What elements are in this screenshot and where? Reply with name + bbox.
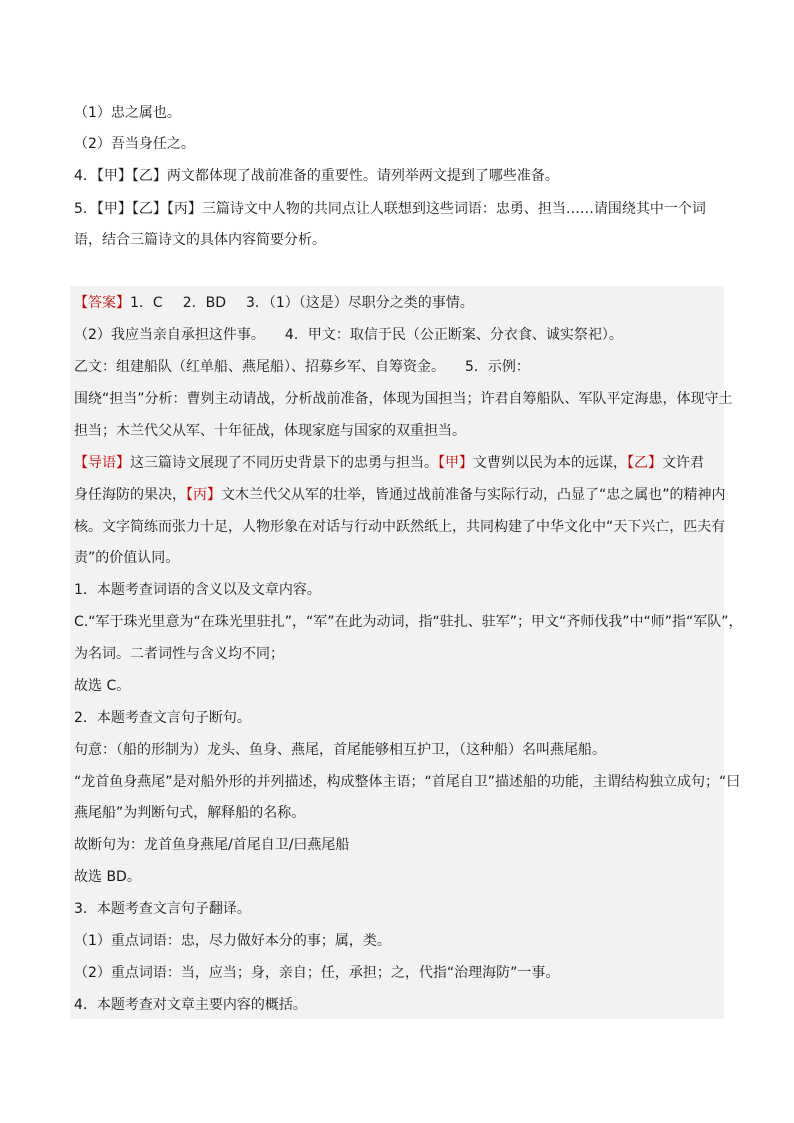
guide-text: 文木兰代父从军的壮举，皆通过战前准备与实际行动，凸显了“忠之属也”的精神内	[221, 487, 726, 503]
explanation-1-title: 1．本题考查词语的含义以及文章内容。	[74, 582, 321, 598]
explanation-1-line-1: C.“军于珠光里意为“在珠光里驻扎”，“军”在此为动词，指“驻扎、驻军”；甲文“齐师伐我”中“师”指“军队”，	[74, 614, 743, 630]
explanation-4-title: 4．本题考查对文章主要内容的概括。	[74, 997, 307, 1013]
question-3-sub2: （2）吾当身任之。	[74, 136, 195, 152]
question-5-line1	[74, 199, 726, 219]
guide-tag: 【导语】	[74, 455, 130, 471]
explanation-2-line-3: 燕尾船”为判断句式，解释船的名称。	[74, 805, 306, 821]
text-tag: 【乙】	[131, 201, 167, 217]
guide-text: 文许君	[662, 455, 704, 471]
guide-text: 身任海防的果决，	[74, 487, 186, 503]
answer-line-1	[74, 293, 474, 313]
guide-text: 这三篇诗文展现了不同历史背景下的忠勇与担当。	[130, 455, 438, 471]
explanation-2-line-1: 句意：（船的形制为）龙头、鱼身、燕尾，首尾能够相互护卫，（这种船）名叫燕尾船。	[74, 742, 606, 758]
explanation-3-line-2: （2）重点词语：当，应当；身，亲自；任，承担；之，代指“治理海防”一事。	[74, 965, 560, 981]
answer-line-3	[74, 357, 530, 377]
question-text: 三篇诗文中人物的共同点让人联想到这些词语：忠勇、担当……请围绕其中一个词	[201, 201, 706, 217]
question-4	[74, 166, 726, 186]
explanation-3-title: 3．本题考查文言句子翻译。	[74, 901, 251, 917]
text-tag: 【乙】	[131, 168, 167, 184]
answer-text: 3．（1）（这是）尽职分之类的事情。	[245, 295, 474, 311]
answer-line-4: 围绕“担当”分析：曹刿主动请战，分析战前准备，体现为国担当；许君自筹船队、军队平定海患，体现守土	[74, 391, 733, 407]
guide-line-3: 核。文字简练而张力十足，人物形象在对话与行动中跃然纸上，共同构建了中华文化中“天下兴亡，匹夫有	[74, 519, 726, 535]
guide-line-2	[74, 485, 726, 505]
question-text: 两文都体现了战前准备的重要性。请列举两文提到了哪些准备。	[166, 168, 559, 184]
answer-text: 5．示例：	[465, 359, 530, 375]
answer-text: 1．C	[130, 295, 163, 311]
explanation-1-line-3: 故选 C。	[74, 678, 131, 694]
explanation-2-line-2: “龙首鱼身燕尾”是对船外形的并列描述，构成整体主语；“首尾自卫”描述船的功能，主谓结构独立成句；“曰	[74, 774, 741, 790]
answer-text: 2．BD	[182, 295, 226, 311]
explanation-3-line-1: （1）重点词语：忠，尽力做好本分的事；属，类。	[74, 933, 391, 949]
answer-line-2	[74, 325, 623, 345]
explanation-2-line-5: 故选 BD。	[74, 869, 141, 885]
question-number: 4．	[74, 168, 97, 184]
text-tag: 【甲】	[96, 168, 132, 184]
text-tag: 【甲】	[96, 201, 132, 217]
explanation-2-title: 2．本题考查文言句子断句。	[74, 710, 251, 726]
text-tag: 【丙】	[186, 487, 221, 503]
question-5-line2: 语，结合三篇诗文的具体内容简要分析。	[74, 232, 326, 248]
text-tag: 【乙】	[627, 455, 662, 471]
guide-text: 文曹刿以民为本的远谋，	[473, 455, 627, 471]
guide-line-1	[74, 453, 704, 473]
explanation-1-line-2: 为名词。二者词性与含义均不同；	[74, 646, 284, 662]
question-number: 5．	[74, 201, 97, 217]
text-tag: 【丙】	[166, 201, 202, 217]
guide-line-4: 责”的价值认同。	[74, 550, 180, 566]
text-tag: 【甲】	[438, 455, 473, 471]
answer-text: 乙文：组建船队（红单船、燕尾船）、招募乡军、自筹资金。	[74, 359, 445, 375]
answer-tag: 【答案】	[74, 295, 130, 311]
question-3-sub1: （1）忠之属也。	[74, 105, 181, 121]
answer-line-5: 担当；木兰代父从军、十年征战，体现家庭与国家的双重担当。	[74, 423, 466, 439]
answer-text: （2）我应当亲自承担这件事。	[74, 327, 265, 343]
explanation-2-line-4: 故断句为：龙首鱼身燕尾/首尾自卫/曰燕尾船	[74, 837, 350, 853]
answer-text: 4．甲文：取信于民（公正断案、分衣食、诚实祭祀）。	[284, 327, 623, 343]
